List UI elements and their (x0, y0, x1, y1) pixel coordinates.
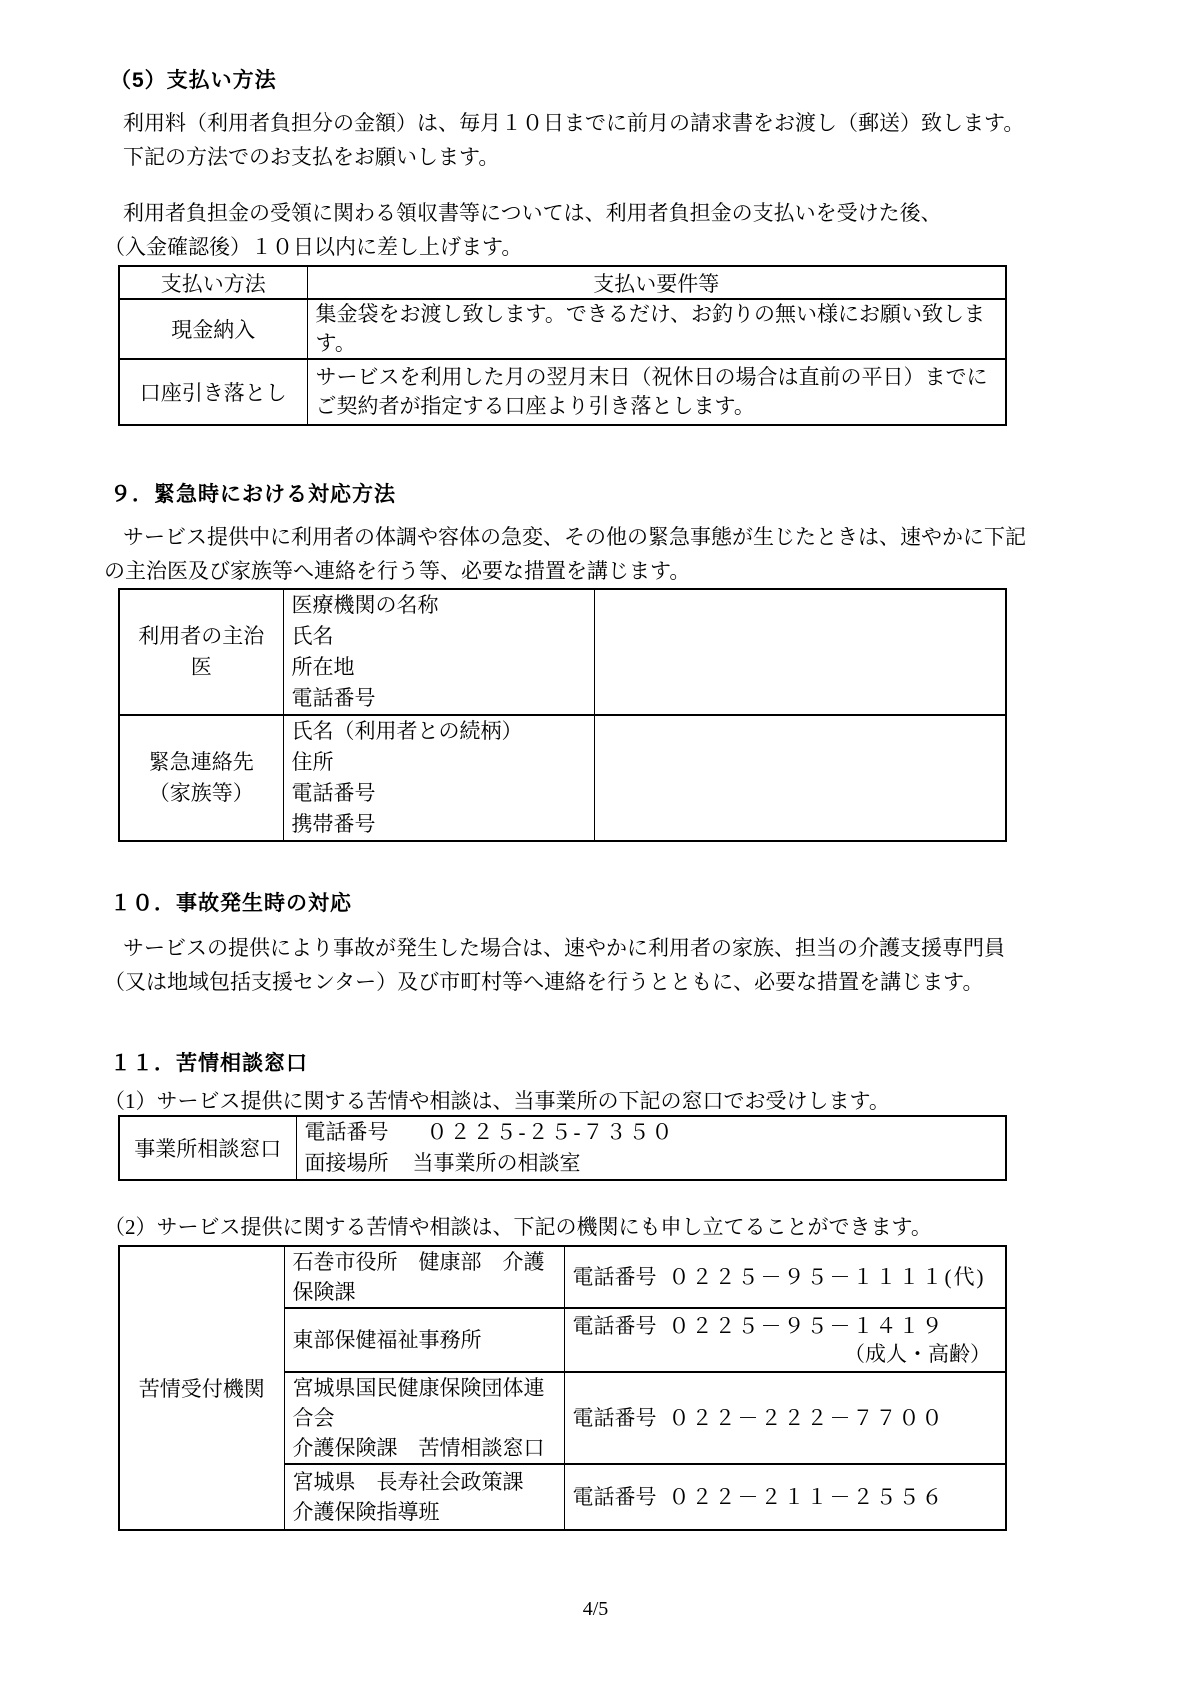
section-accident-heading: １０．事故発生時の対応 (110, 892, 352, 915)
agency-3-phone-line (573, 1404, 998, 1432)
agency-2-phone-label: 電話番号 (572, 1314, 657, 1338)
emergency-contact-value-cell (594, 715, 1006, 841)
emergency-contact-field-3: 電話番号 (291, 781, 376, 805)
agency-1-name: 石巻市役所 健康部 介護保険課 (292, 1250, 545, 1304)
office-place-label: 面接場所 (304, 1151, 389, 1175)
emergency-contact-table (118, 588, 1007, 842)
agency-2-phone-value: ０２２５－９５－１４１９ (668, 1314, 945, 1338)
payment-header-method-cell: 支払い方法 (119, 266, 307, 299)
agency-4-name-line-1: 宮城県 長寿社会政策課 (292, 1470, 524, 1494)
section-emergency-heading: ９．緊急時における対応方法 (110, 483, 396, 506)
table-row (119, 715, 1006, 841)
agency-1-phone-label: 電話番号 (572, 1265, 657, 1289)
agency-phone-cell (564, 1246, 1006, 1308)
payment-method-debit-cell: 口座引き落とし (119, 359, 307, 425)
payment-debit-detail-line-2: ご契約者が指定する口座より引き落とします。 (315, 394, 755, 418)
emergency-contact-label-line-2: （家族等） (148, 781, 254, 805)
agency-2-name: 東部保健福祉事務所 (292, 1328, 482, 1352)
primary-doctor-fields-cell (283, 589, 594, 715)
primary-doctor-field-4: 電話番号 (291, 686, 376, 710)
office-place-line (305, 1148, 998, 1179)
payment-method-cash-cell: 現金納入 (119, 299, 307, 359)
agency-phone-cell (564, 1372, 1006, 1464)
emergency-contact-field-1: 氏名（利用者との続柄） (291, 719, 523, 743)
office-phone-label: 電話番号 (304, 1120, 389, 1144)
agency-3-phone-label: 電話番号 (572, 1406, 657, 1430)
office-contact-label-cell: 事業所相談窓口 (119, 1116, 296, 1180)
office-contact-detail-cell (296, 1116, 1006, 1180)
payment-intro-paragraph (104, 106, 1107, 174)
emergency-contact-fields-cell (283, 715, 594, 841)
payment-header-terms-cell: 支払い要件等 (307, 266, 1006, 299)
payment-debit-detail-line-1: サービスを利用した月の翌月末日（祝休日の場合は直前の平日）までに (315, 365, 988, 389)
office-place-value: 当事業所の相談室 (412, 1151, 581, 1175)
payment-receipt-line-2: （入金確認後）１０日以内に差し上げます。 (104, 235, 523, 259)
payment-cash-detail-line: 集金袋をお渡し致します。できるだけ、お釣りの無い様にお願い致します。 (315, 302, 985, 355)
office-contact-table (118, 1115, 1007, 1181)
emergency-contact-field-4: 携帯番号 (291, 812, 376, 836)
emergency-line-1: サービス提供中に利用者の体調や容体の急変、その他の緊急事態が生じたときは、速やかに下記 (123, 525, 1026, 549)
agency-phone-cell (564, 1308, 1006, 1372)
section-complaints-heading: １１．苦情相談窓口 (110, 1052, 308, 1075)
primary-doctor-label-cell (119, 589, 283, 715)
payment-intro-line-1: 利用料（利用者負担分の金額）は、毎月１０日までに前月の請求書をお渡し（郵送）致します。 (123, 111, 1025, 135)
agency-phone-cell (564, 1464, 1006, 1530)
agency-3-phone-value: ０２２－２２２－７７００ (668, 1406, 945, 1430)
agency-2-phone-line (573, 1312, 998, 1340)
agency-1-phone-line (573, 1263, 998, 1291)
primary-doctor-value-cell (594, 589, 1006, 715)
agencies-label-cell: 苦情受付機関 (119, 1246, 284, 1530)
complaints-sub1-text: （1）サービス提供に関する苦情や相談は、当事業所の下記の窓口でお受けします。 (104, 1089, 890, 1113)
emergency-contact-label-line-1: 緊急連絡先 (148, 750, 254, 774)
agency-3-name-line-1: 宮城県国民健康保険団体連合会 (292, 1376, 545, 1430)
accident-line-2: （又は地域包括支援センター）及び市町村等へ連絡を行うとともに、必要な措置を講じます。 (104, 970, 984, 994)
table-row (119, 1246, 1006, 1308)
payment-receipt-line-1: 利用者負担金の受領に関わる領収書等については、利用者負担金の支払いを受けた後、 (123, 201, 942, 225)
emergency-paragraph (104, 520, 1107, 588)
agency-3-name-line-2: 介護保険課 苦情相談窓口 (292, 1436, 545, 1460)
agency-4-phone-value: ０２２－２１１－２５５６ (668, 1485, 945, 1509)
page-number: 4/5 (582, 1598, 609, 1620)
primary-doctor-field-1: 医療機関の名称 (291, 593, 439, 617)
complaints-sub2-text: （2）サービス提供に関する苦情や相談は、下記の機関にも申し立てることができます。 (104, 1215, 932, 1239)
agency-1-phone-value: ０２２５－９５－１１１１(代) (668, 1265, 986, 1289)
agency-name-cell (284, 1246, 564, 1308)
agency-name-cell (284, 1372, 564, 1464)
table-row (119, 1116, 1006, 1180)
agency-4-name-line-2: 介護保険指導班 (292, 1500, 440, 1524)
agency-4-phone-line (573, 1483, 998, 1511)
accident-paragraph (104, 931, 1107, 999)
table-row (119, 359, 1006, 425)
agency-4-phone-label: 電話番号 (572, 1485, 657, 1509)
payment-cash-detail-cell (307, 299, 1006, 359)
payment-receipt-paragraph (104, 196, 1107, 264)
emergency-contact-label-cell (119, 715, 283, 841)
payment-intro-line-2: 下記の方法でのお支払をお願いします。 (123, 145, 500, 169)
agency-name-cell (284, 1308, 564, 1372)
primary-doctor-field-2: 氏名 (291, 624, 334, 648)
emergency-contact-field-2: 住所 (291, 750, 334, 774)
table-row (119, 589, 1006, 715)
table-row (119, 299, 1006, 359)
primary-doctor-label: 利用者の主治医 (138, 624, 265, 679)
agency-name-cell (284, 1464, 564, 1530)
agency-2-phone-note: （成人・高齢） (844, 1342, 991, 1366)
payment-debit-detail-cell (307, 359, 1006, 425)
office-phone-line (305, 1117, 998, 1148)
payment-method-table (118, 265, 1007, 426)
primary-doctor-field-3: 所在地 (291, 655, 355, 679)
emergency-line-2: の主治医及び家族等へ連絡を行う等、必要な措置を講じます。 (104, 559, 691, 583)
payment-table-header-row (119, 266, 1006, 299)
accident-line-1: サービスの提供により事故が発生した場合は、速やかに利用者の家族、担当の介護支援専門員 (123, 936, 1005, 960)
complaint-agencies-table (118, 1245, 1007, 1531)
section-payment-heading: （5）支払い方法 (110, 69, 277, 92)
office-phone-value: ０２２５-２５-７３５０ (426, 1120, 675, 1144)
